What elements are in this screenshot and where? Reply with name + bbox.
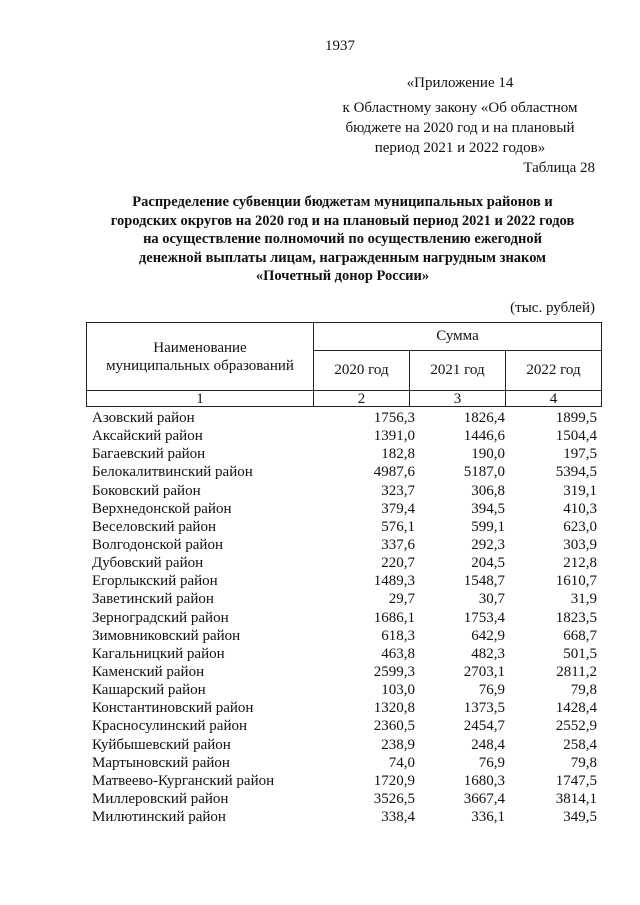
value-2021: 5187,0 [463,464,505,481]
value-2020: 29,7 [388,591,415,608]
value-2021: 76,9 [478,754,505,771]
value-2021: 1680,3 [463,772,505,789]
value-2021: 30,7 [478,591,505,608]
value-2021: 1446,6 [463,428,505,445]
appendix-title: «Приложение 14 [406,75,514,91]
value-2020: 74,0 [388,754,415,771]
value-2022: 31,9 [570,591,597,608]
value-2021: 394,5 [471,500,505,517]
value-2021: 3667,4 [463,790,505,807]
value-2020: 463,8 [381,645,415,662]
header-year-2020: 2020 год [314,351,410,391]
appendix-block [330,72,590,158]
value-2021: 1548,7 [463,573,505,590]
value-2021: 336,1 [471,809,505,826]
row-name: Белокалитвинский район [92,464,253,481]
table-header [86,322,602,407]
table-row [92,736,597,754]
header-year-2022: 2022 год [506,351,602,391]
value-2020: 1489,3 [373,573,415,590]
table-row [92,572,597,590]
value-2022: 2552,9 [555,718,597,735]
row-name: Аксайский район [92,428,203,445]
value-2021: 642,9 [471,627,505,644]
table-row [92,445,597,463]
value-2021: 190,0 [471,446,505,463]
header-col-number: 3 [410,391,506,407]
table-row [92,482,597,500]
value-2022: 5394,5 [555,464,597,481]
row-name: Каменский район [92,663,205,680]
value-2021: 482,3 [471,645,505,662]
value-2022: 212,8 [563,555,597,572]
table-row [92,808,597,826]
value-2020: 4987,6 [373,464,415,481]
title-line: Распределение субвенции бюджетам муниципальных районов и [132,194,553,210]
table-body [92,409,597,826]
row-name: Константиновский район [92,700,254,717]
value-2022: 2811,2 [556,663,597,680]
table-row [92,717,597,735]
header-name-column [87,323,314,391]
value-2022: 319,1 [563,482,597,499]
value-2020: 1391,0 [373,428,415,445]
value-2021: 1373,5 [463,700,505,717]
value-2021: 306,8 [471,482,505,499]
row-name: Куйбышевский район [92,736,231,753]
value-2022: 349,5 [563,809,597,826]
table-row [92,645,597,663]
table-row [92,772,597,790]
document-title [90,193,595,286]
value-2020: 1720,9 [373,772,415,789]
value-2020: 576,1 [381,518,415,535]
row-name: Кашарский район [92,682,206,699]
value-2022: 1747,5 [555,772,597,789]
value-2021: 292,3 [471,536,505,553]
value-2022: 1899,5 [555,410,597,426]
row-name: Красносулинский район [92,718,248,735]
value-2022: 79,8 [570,754,597,771]
value-2022: 79,8 [570,682,597,699]
value-2020: 1320,8 [373,700,415,717]
value-2020: 1756,3 [373,410,415,426]
title-line: городских округов на 2020 год и на плановый период 2021 и 2022 годов [110,212,575,229]
table-row [92,627,597,645]
table-row [92,590,597,608]
row-name: Милютинский район [92,809,226,826]
value-2022: 1428,4 [555,700,597,717]
value-2020: 2360,5 [373,718,415,735]
table-row [92,463,597,481]
value-2021: 204,5 [471,555,505,572]
title-line: денежной выплаты лицам, награжденным нагрудным знаком [138,249,547,266]
table-row [92,536,597,554]
value-2021: 599,1 [471,518,505,535]
appendix-law-line: период 2021 и 2022 годов» [374,140,546,156]
value-2022: 1823,5 [555,609,597,626]
table-row [92,409,597,427]
row-name: Боковский район [92,482,201,499]
value-2020: 3526,5 [373,790,415,807]
value-2022: 410,3 [563,500,597,517]
table-row [92,427,597,445]
value-2022: 501,5 [563,645,597,662]
header-name-line: Наименование [153,339,247,356]
value-2021: 76,9 [478,682,505,699]
header-sum: Сумма [314,323,602,351]
value-2022: 1504,4 [555,428,597,445]
value-2021: 2703,1 [463,663,505,680]
value-2021: 1753,4 [463,609,505,626]
value-2021: 1826,4 [463,410,505,426]
value-2020: 2599,3 [373,663,415,680]
row-name: Егорлыкский район [92,573,218,590]
value-2022: 668,7 [563,627,597,644]
table-row [92,699,597,717]
row-name: Матвеево-Курганский район [92,772,275,789]
value-2021: 2454,7 [463,718,505,735]
row-name: Зерноградский район [92,609,229,626]
table-row [92,681,597,699]
value-2020: 1686,1 [373,609,415,626]
table-row [92,790,597,808]
value-2020: 220,7 [381,555,415,572]
row-name: Волгодонской район [92,536,223,553]
table-row [92,609,597,627]
row-name: Дубовский район [92,555,204,572]
value-2020: 618,3 [381,627,415,644]
value-2022: 303,9 [563,536,597,553]
value-2021: 248,4 [471,736,505,753]
appendix-law-line: бюджете на 2020 год и на плановый [345,120,575,136]
row-name: Миллеровский район [92,790,229,807]
title-line: «Почетный донор России» [255,268,430,285]
table-row [92,663,597,681]
row-name: Зимовниковский район [92,627,241,644]
title-line: на осуществление полномочий по осуществлению ежегодной [143,231,542,248]
value-2020: 379,4 [381,500,415,517]
row-name: Мартыновский район [92,754,230,771]
row-name: Верхнедонской район [92,500,232,517]
value-2020: 238,9 [381,736,415,753]
page-number: 1937 [325,38,355,54]
row-name: Багаевский район [92,446,206,463]
row-name: Азовский район [92,410,195,426]
header-col-number: 4 [506,391,602,407]
table-number: Таблица 28 [523,160,595,176]
units-label: (тыс. рублей) [510,300,595,316]
table-row [92,500,597,518]
appendix-law-line: к Областному закону «Об областном [342,100,578,116]
row-name: Кагальницкий район [92,645,225,662]
header-col-number: 1 [87,391,314,407]
value-2022: 197,5 [563,446,597,463]
header-col-number: 2 [314,391,410,407]
value-2020: 338,4 [381,809,415,826]
header-name-line: муниципальных образований [106,357,294,374]
header-year-2021: 2021 год [410,351,506,391]
row-name: Заветинский район [92,591,214,608]
table-row [92,554,597,572]
value-2022: 623,0 [563,518,597,535]
value-2022: 258,4 [563,736,597,753]
table-row [92,518,597,536]
value-2020: 337,6 [381,536,415,553]
table-row [92,754,597,772]
value-2022: 1610,7 [555,573,597,590]
value-2020: 103,0 [381,682,415,699]
value-2020: 323,7 [381,482,415,499]
row-name: Веселовский район [92,518,216,535]
value-2022: 3814,1 [555,790,597,807]
value-2020: 182,8 [381,446,415,463]
